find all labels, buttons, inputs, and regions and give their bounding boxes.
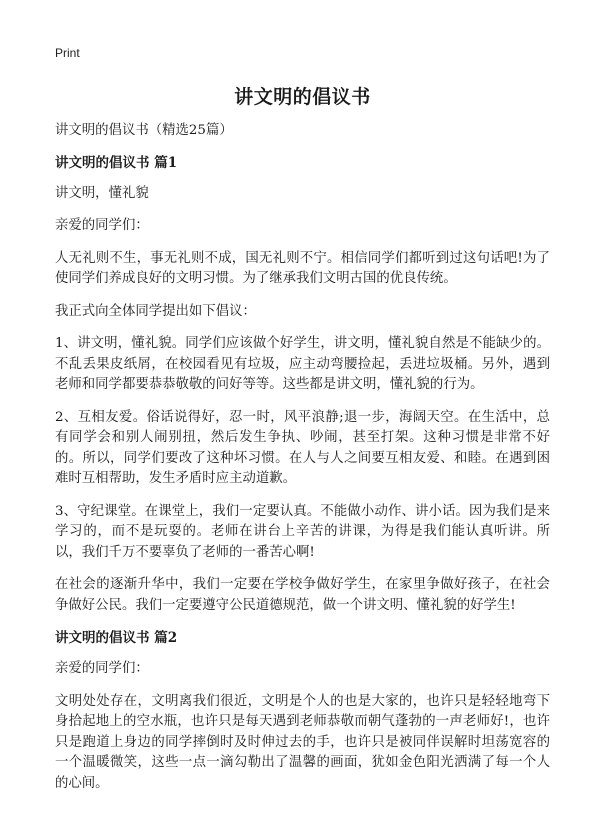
- document-title: 讲文明的倡议书: [234, 86, 371, 108]
- section-heading-number: 2: [167, 630, 178, 646]
- section-1: [55, 153, 550, 617]
- section-heading: [55, 628, 550, 648]
- section-heading-text: 讲文明的倡议书 篇: [55, 630, 168, 646]
- paragraph: 讲文明，懂礼貌: [55, 185, 149, 201]
- paragraph: 1、讲文明，懂礼貌。同学们应该做个好学生，讲文明，懂礼貌自然是不能缺少的。不乱丢果皮纸屑，在校园看见有垃圾，应主动弯腰捡起，丢进垃圾桶。另外，遇到老师和同学都要恭恭敬敬的问好等等。这些都是讲文明，懂礼貌的行为。: [55, 336, 550, 392]
- paragraph: 人无礼则不生，事无礼则不成，国无礼则不宁。相信同学们都听到过这句话吧!为了使同学们养成良好的文明习惯。为了继承我们文明古国的优良传统。: [55, 250, 550, 286]
- document-body: [55, 121, 550, 806]
- document-subtitle: 讲文明的倡议书（精选25篇）: [55, 123, 233, 138]
- paragraph: 亲爱的同学们：: [55, 661, 149, 676]
- paragraph: 文明处处存在，文明离我们很近，文明是个人的也是大家的，也许只是轻轻地弯下身拾起地上的空水瓶，也许只是每天遇到老师恭敬而朝气蓬勃的一声老师好!，也许只是跑道上身边的同学摔倒时及时伸过去的手，也许只是被同伴误解时坦荡宽容的一个温暖微笑，这些一点一滴勾勒出了温馨的画面，犹如金色阳光洒满了每一个人的心间。: [55, 693, 550, 791]
- print-link[interactable]: Print: [55, 46, 80, 60]
- paragraph: 2、互相友爱。俗话说得好，忍一时，风平浪静;退一步，海阔天空。在生活中，总有同学会和别人闹别扭，然后发生争执、吵闹，甚至打架。这种习惯是非常不好的。所以，同学们要改了这种坏习惯。在人与人之间要互相友爱、和睦。在遇到困难时互相帮助，发生矛盾时应主动道歉。: [55, 409, 550, 486]
- paragraph: 3、守纪课堂。在课堂上，我们一定要认真。不能做小动作、讲小话。因为我们是来学习的，而不是玩耍的。老师在讲台上辛苦的讲课，为得是我们能认真听讲。所以，我们千万不要辜负了老师的一番苦心啊!: [55, 503, 550, 560]
- section-heading-text: 讲文明的倡议书 篇: [55, 154, 168, 171]
- section-heading-number: 1: [167, 154, 178, 171]
- section-2: [55, 628, 550, 794]
- paragraph: 我正式向全体同学提出如下倡议：: [55, 303, 256, 319]
- paragraph: 亲爱的同学们：: [55, 218, 149, 233]
- section-heading: [55, 153, 550, 173]
- paragraph: 在社会的逐渐升华中，我们一定要在学校争做好学生，在家里争做好孩子，在社会争做好公民。我们一定要遵守公民道德规范，做一个讲文明、懂礼貌的好学生!: [55, 577, 550, 613]
